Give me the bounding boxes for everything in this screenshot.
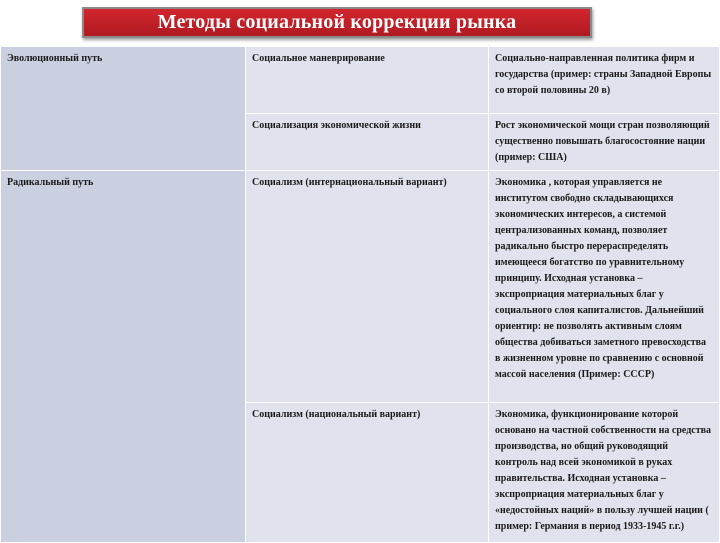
methods-table [0, 46, 720, 543]
method-cell: Социализм (интернациональный вариант) [246, 171, 489, 403]
title-banner [82, 7, 592, 38]
table-row [1, 171, 720, 403]
description-cell: Социально-направленная политика фирм и государства (пример: страны Западной Европы со второй половины 20 в) [489, 47, 720, 114]
table-row [1, 47, 720, 114]
description-cell: Рост экономической мощи стран позволяющий существенно повышать благосостояние нации (пример: США) [489, 114, 720, 171]
path-cell: Эволюционный путь [1, 47, 246, 171]
method-cell: Социализация экономической жизни [246, 114, 489, 171]
method-cell: Социальное маневрирование [246, 47, 489, 114]
page-title: Методы социальной коррекции рынка [157, 11, 517, 33]
description-cell: Экономика , которая управляется не институтом свободно складывающихся экономических интересов, а системой централизованных команд, позволяет радикально быстро перераспределять имеющееся богатство по уравнительному принципу. Исходная установка – экспроприация материальных благ у социального слоя капиталистов. Дальнейший ориентир: не позволять активным слоям общества добиваться заметного превосходства в жизненном уровне по сравнению с основной массой населения (Пример: СССР) [489, 171, 720, 403]
description-cell: Экономика, функционирование которой основано на частной собственности на средства производства, но общий руководящий контроль над всей экономикой в руках правительства. Исходная установка – экспроприация материальных благ у «недостойных наций» в пользу лучшей нации ( пример: Германия в период 1933-1945 г.г.) [489, 403, 720, 543]
path-cell: Радикальный путь [1, 171, 246, 543]
method-cell: Социализм (национальный вариант) [246, 403, 489, 543]
